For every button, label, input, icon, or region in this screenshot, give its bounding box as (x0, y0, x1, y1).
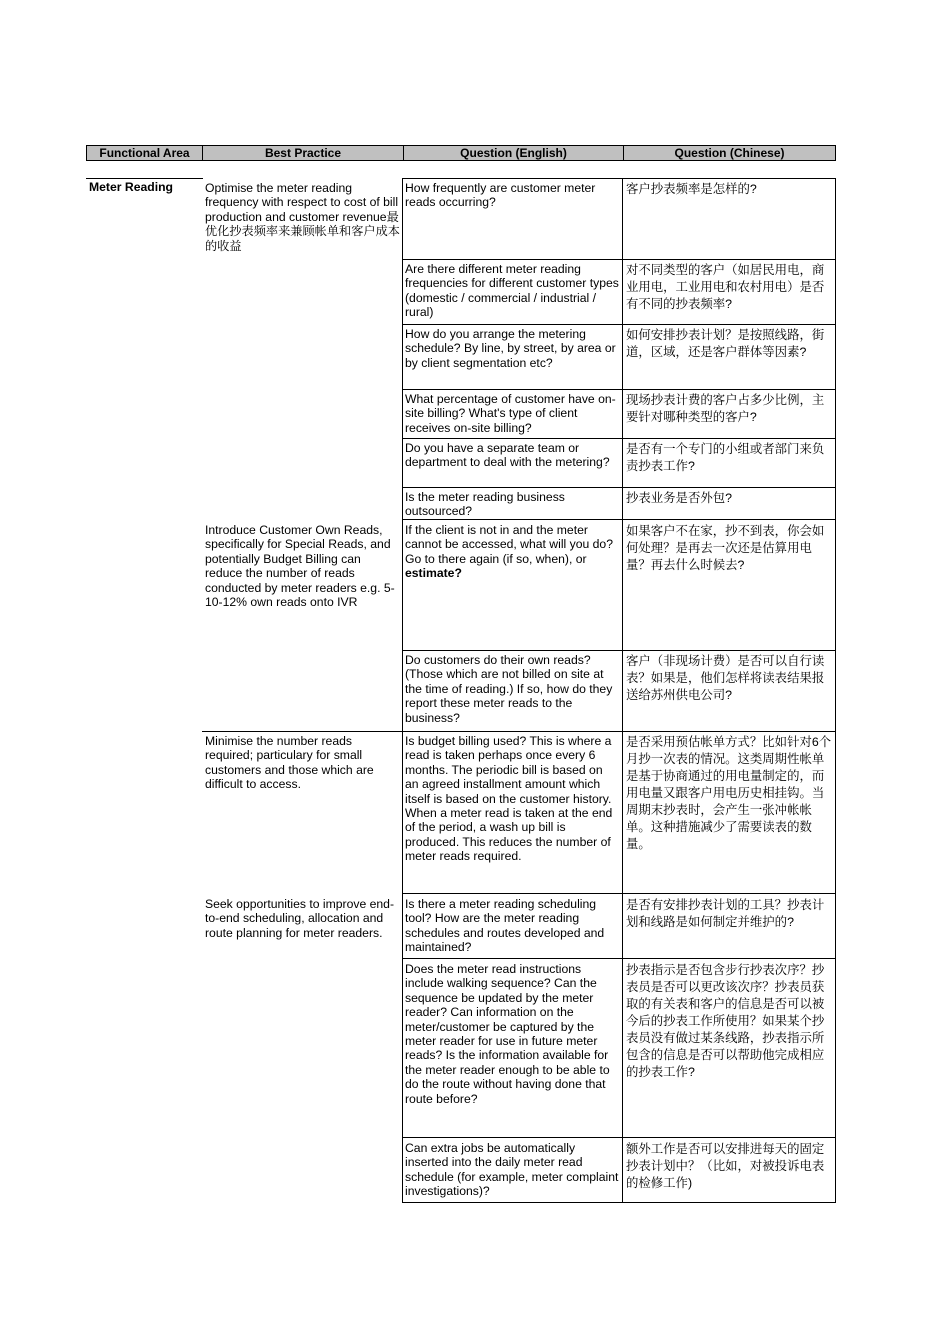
question-chinese: 客户抄表频率是怎样的? (626, 182, 757, 196)
header-question-english: Question (English) (404, 146, 624, 160)
header-best-practice: Best Practice (203, 146, 404, 160)
question-chinese: 额外工作是否可以安排进每天的固定抄表计划中？（比如，对被投诉电表的检修工作) (626, 1142, 825, 1190)
divider (86, 178, 203, 179)
divider (402, 650, 836, 651)
divider (402, 958, 836, 959)
question-chinese: 是否有一个专门的小组或者部门来负责抄表工作? (626, 442, 825, 473)
divider (402, 178, 836, 179)
divider (402, 178, 403, 1203)
best-practice-1: Optimise the meter reading frequency with respect to cost of bill production and customer revenue最优化抄表频率来兼顾帐单和客户成本的收益 (205, 181, 400, 253)
question-chinese: 现场抄表计费的客户占多少比例，主要针对哪种类型的客户? (626, 393, 825, 424)
question-english: Can extra jobs be automatically inserted into the daily meter read schedule (for example, meter complaint investigations)? (405, 1141, 619, 1199)
question-chinese: 如何安排抄表计划？是按照线路，街道，区域，还是客户群体等因素? (626, 328, 825, 359)
best-practice-4: Seek opportunities to improve end-to-end scheduling, allocation and route planning for meter readers. (205, 897, 395, 940)
question-chinese: 如果客户不在家，抄不到表，你会如何处理？是再去一次还是估算用电量？再去什么时候去? (626, 524, 825, 572)
divider (402, 1137, 836, 1138)
question-english (405, 523, 619, 581)
divider (402, 438, 836, 439)
functional-area-label: Meter Reading (89, 180, 173, 194)
divider (402, 519, 836, 520)
divider (835, 178, 836, 1203)
divider (402, 487, 836, 488)
header-functional-area: Functional Area (87, 146, 203, 160)
question-chinese: 是否有安排抄表计划的工具？抄表计划和线路是如何制定并维护的? (626, 898, 825, 929)
question-english: Is budget billing used? This is where a read is taken perhaps once every 6 months. The periodic bill is based on an agreed installment amount which itself is based on the customer history. When a meter read is taken at the end of the period, a wash up bill is produced. This reduces the number of meter reads required. (405, 734, 613, 864)
divider (402, 389, 836, 390)
best-practice-2: Introduce Customer Own Reads, specifically for Special Reads, and potentially Budget Billing can reduce the number of reads conducted by meter readers e.g. 5-10-12% own reads onto IVR (205, 523, 395, 610)
divider (202, 731, 836, 732)
divider (402, 324, 836, 325)
question-english: How frequently are customer meter reads occurring? (405, 181, 596, 210)
question-english: How do you arrange the metering schedule? By line, by street, by area or by client segmentation etc? (405, 327, 616, 370)
question-english: Is there a meter reading scheduling tool? How are the meter reading schedules and routes developed and maintained? (405, 897, 605, 955)
table-header (86, 145, 836, 161)
question-english: Is the meter reading business outsourced? (405, 490, 565, 519)
divider (402, 1202, 836, 1203)
divider (402, 893, 836, 894)
question-english-text: If the client is not in and the meter cannot be accessed, what will you do? Go to there again (if so, when), or (405, 523, 613, 566)
question-chinese: 是否采用预估帐单方式？比如针对6个月抄一次表的情况。这类周期性帐单是基于协商通过的用电量制定的，而用电量又跟客户用电历史相挂钩。当周期末抄表时，会产生一张冲帐帐单。这种措施减少了需要读表的数量。 (626, 735, 832, 851)
question-chinese: 客户（非现场计费）是否可以自行读表？如果是，他们怎样将读表结果报送给苏州供电公司? (626, 654, 825, 702)
question-english: Do you have a separate team or department to deal with the metering? (405, 441, 610, 470)
divider (622, 178, 623, 1203)
best-practice-3: Minimise the number reads required; particulary for small customers and those which are difficult to access. (205, 734, 374, 792)
question-chinese: 抄表指示是否包含步行抄表次序？抄表员是否可以更改该次序？抄表员获取的有关表和客户的信息是否可以被今后的抄表工作所使用？如果某个抄表员没有做过某条线路，抄表指示所包含的信息是否可以帮助他完成相应的抄表工作? (626, 963, 825, 1079)
question-english: Does the meter read instructions include walking sequence? Can the sequence be updated by the meter reader? Can information on the meter/customer be captured by the meter reader for use in future meter reads? Is the information available for the meter reader enough to be able to do the route without having done that route before? (405, 962, 610, 1106)
question-english: Do customers do their own reads? (Those which are not billed on site at the time of reading.) If so, how do they report these meter reads to the business? (405, 653, 613, 725)
header-question-chinese: Question (Chinese) (674, 146, 785, 160)
divider (402, 259, 836, 260)
question-english: Are there different meter reading frequencies for different customer types (domestic / commercial / industrial / rural) (405, 262, 619, 320)
question-chinese: 对不同类型的客户（如居民用电，商业用电，工业用电和农村用电）是否有不同的抄表频率? (626, 263, 825, 311)
question-english-bold: estimate? (405, 566, 462, 581)
question-english: What percentage of customer have on-site billing? What's type of client receives on-site billing? (405, 392, 616, 435)
question-chinese: 抄表业务是否外包? (626, 491, 733, 505)
